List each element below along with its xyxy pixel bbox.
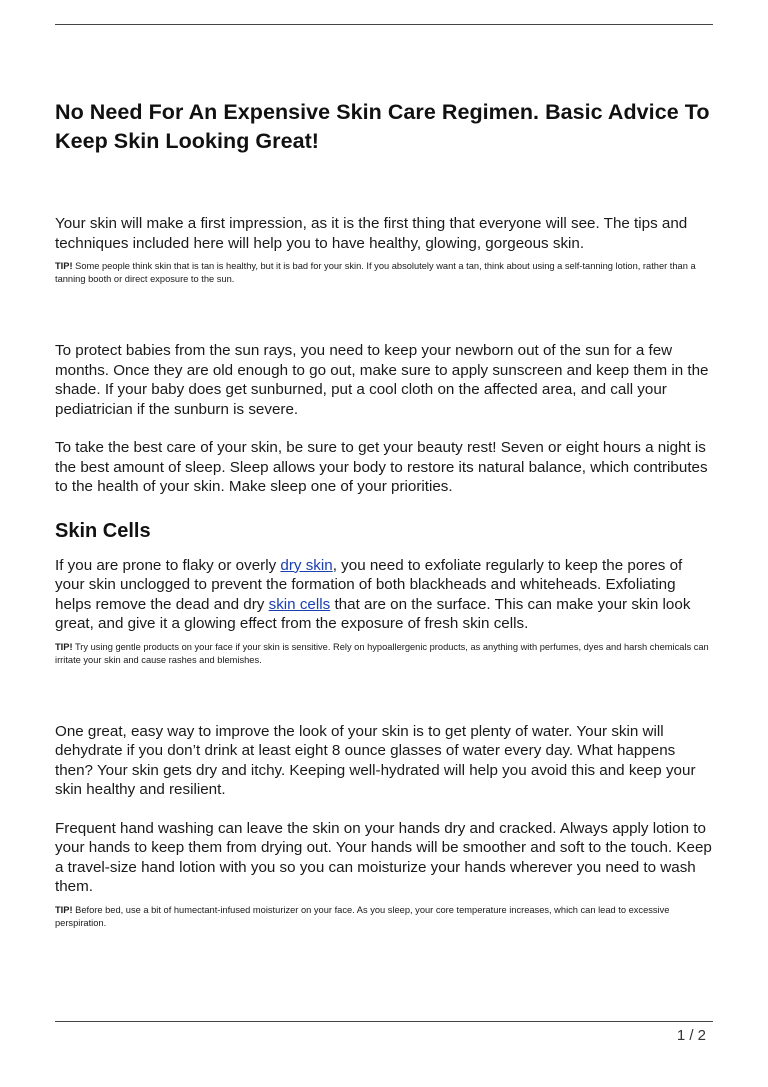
tip-text: Some people think skin that is tan is healthy, but it is bad for your skin. If you absolutely want a tan, think about using a self-tanning lotion, rather than a tanning booth or direct exposure to the sun.	[55, 261, 696, 284]
article-content	[55, 98, 715, 930]
tip-text: Try using gentle products on your face if your skin is sensitive. Rely on hypoallergenic products, as anything with perfumes, dyes and harsh chemicals can irritate your skin and cause rashes and blemishes.	[55, 641, 709, 665]
tip-label: TIP!	[55, 261, 73, 271]
sleep-paragraph: To take the best care of your skin, be sure to get your beauty rest! Seven or eight hours a night is the best amount of sleep. Sleep allows your body to restore its natural balance, which contributes to the health of your skin. Make sleep one of your priorities.	[55, 439, 708, 495]
article-title: No Need For An Expensive Skin Care Regimen. Basic Advice To Keep Skin Looking Great!	[55, 100, 710, 153]
section-heading: Skin Cells	[55, 519, 151, 542]
footer-rule	[55, 1021, 713, 1022]
water-paragraph: One great, easy way to improve the look of your skin is to get plenty of water. Your skin will dehydrate if you don’t drink at least eight 8 ounce glasses of water every day. What happens then? Your skin gets dry and itchy. Keeping well-hydrated will help you avoid this and keep your skin healthy and resilient.	[55, 722, 696, 798]
exfoliate-text-1: If you are prone to flaky or overly	[55, 556, 281, 574]
page-number: 1 / 2	[676, 1027, 706, 1044]
header-rule	[55, 24, 713, 25]
tip-label: TIP!	[55, 641, 73, 652]
tip-box-2	[55, 641, 715, 667]
hands-paragraph: Frequent hand washing can leave the skin on your hands dry and cracked. Always apply lotion to your hands to keep them from drying out. Your hands will be smoother and soft to the touch. Keep a travel-size hand lotion with you so you can moisturize your hands wherever you need to wash them.	[55, 819, 712, 895]
babies-paragraph: To protect babies from the sun rays, you need to keep your newborn out of the sun for a few months. Once they are old enough to go out, make sure to apply sunscreen and keep them in the shade. If your baby does get sunburned, put a cool cloth on the affected area, and call your pediatrician if the sunburn is severe.	[55, 342, 709, 418]
tip-label: TIP!	[55, 904, 73, 915]
tip-box-1	[55, 260, 715, 286]
dry-skin-link[interactable]: dry skin	[280, 556, 333, 574]
exfoliate-text-3: that are on the surface. This can make your skin look great, and give it a glowing effect from the exposure of fresh skin cells.	[55, 595, 691, 632]
skin-cells-link[interactable]: skin cells	[268, 595, 331, 613]
exfoliate-paragraph	[55, 556, 715, 634]
tip-text: Before bed, use a bit of humectant-infused moisturizer on your face. As you sleep, your core temperature increases, which can lead to excessive perspiration.	[55, 904, 670, 928]
intro-paragraph: Your skin will make a first impression, as it is the first thing that everyone will see. The tips and techniques included here will help you to have healthy, glowing, gorgeous skin.	[55, 215, 688, 252]
exfoliate-text-2: , you need to exfoliate regularly to keep the pores of your skin unclogged to prevent the formation of both blackheads and whiteheads. Exfoliating helps remove the dead and dry	[55, 556, 683, 613]
tip-box-3	[55, 904, 715, 930]
